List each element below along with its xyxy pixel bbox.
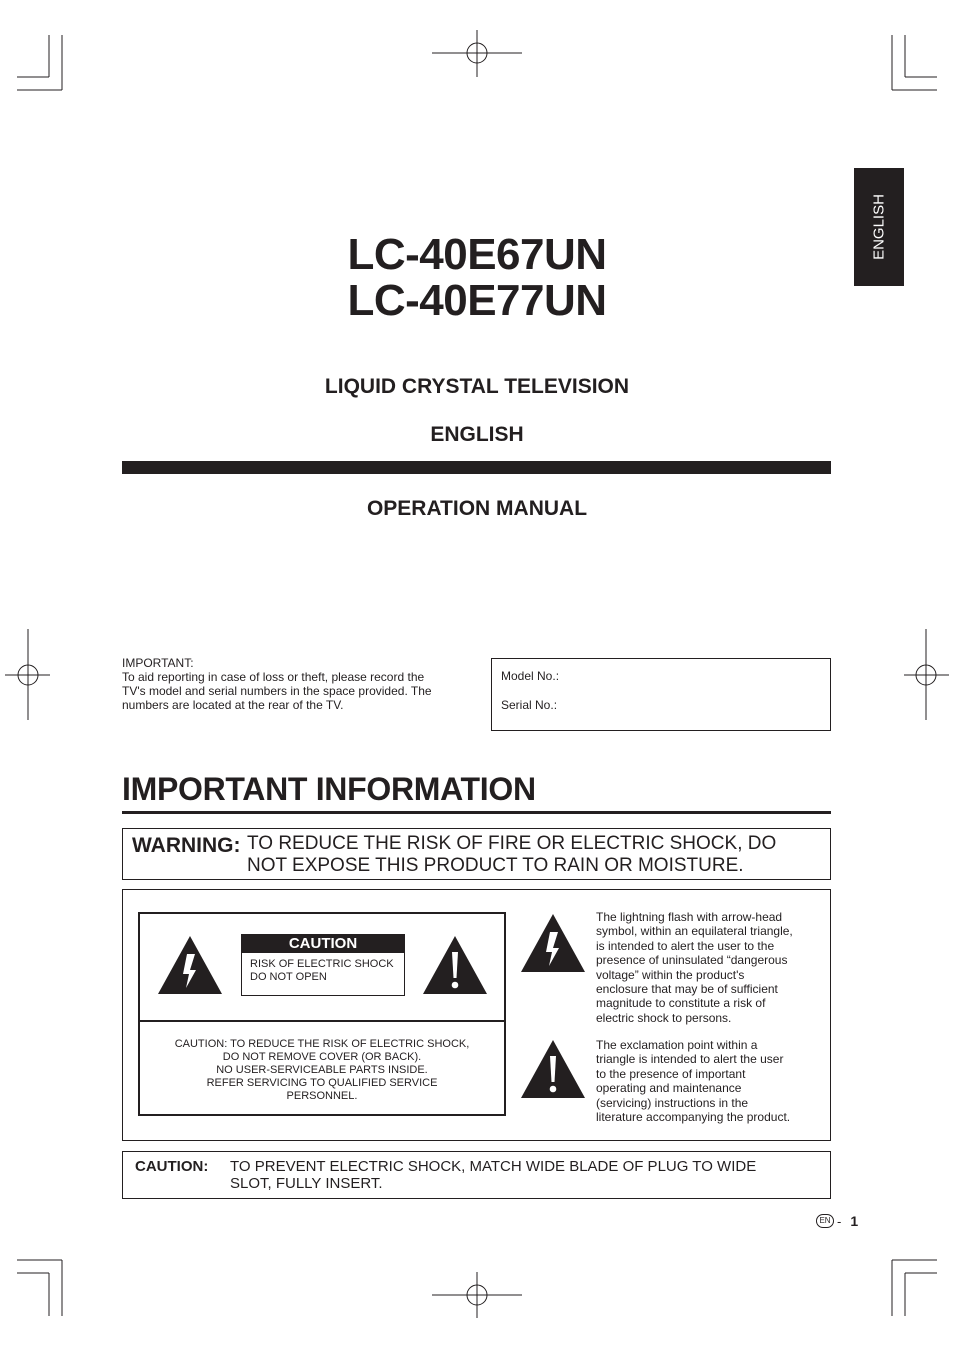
inner-caution-line: PERSONNEL.	[286, 1090, 358, 1102]
caution-label	[241, 934, 405, 996]
description-line: presence of uninsulated “dangerous	[596, 953, 788, 968]
model-number-label: Model No.:	[501, 669, 560, 683]
exclamation-triangle-icon	[421, 934, 489, 996]
lightning-triangle-icon	[518, 912, 588, 974]
crop-mark-icon	[17, 1260, 62, 1316]
registration-mark-icon	[5, 629, 50, 720]
important-note-line: To aid reporting in case of loss or theft, please record the	[122, 670, 425, 684]
plug-caution-box	[122, 1151, 831, 1199]
title-divider	[122, 461, 831, 474]
description-line: symbol, within an equilateral triangle,	[596, 924, 793, 939]
caution-label-panel	[138, 912, 506, 1116]
lightning-triangle-icon	[156, 934, 224, 996]
description-line: is intended to alert the user to the	[596, 938, 775, 953]
inner-caution-text	[140, 1038, 504, 1103]
registration-mark-icon	[432, 30, 522, 77]
description-line: operating and maintenance	[596, 1081, 742, 1096]
important-note-heading: IMPORTANT:	[122, 656, 194, 670]
description-line: electric shock to persons.	[596, 1010, 732, 1025]
description-line: The lightning flash with arrow-head	[596, 910, 783, 924]
caution-label-line: RISK OF ELECTRIC SHOCK	[250, 958, 394, 970]
safety-symbols-box	[122, 889, 831, 1141]
inner-caution-line: CAUTION: TO REDUCE THE RISK OF ELECTRIC SHOCK,	[174, 1038, 470, 1050]
page-number	[816, 1213, 858, 1229]
registration-mark-icon	[904, 629, 949, 720]
model-title-line: LC-40E67UN	[347, 230, 607, 279]
serial-number-label: Serial No.:	[501, 698, 558, 712]
plug-caution-label: CAUTION:	[135, 1158, 209, 1175]
manual-type: OPERATION MANUAL	[366, 497, 588, 520]
plug-caution-text	[230, 1158, 810, 1192]
inner-caution-line: DO NOT REMOVE COVER (OR BACK).	[222, 1051, 422, 1063]
panel-divider	[140, 1020, 504, 1022]
important-note	[122, 656, 462, 712]
model-title-line: LC-40E77UN	[347, 276, 607, 325]
inner-caution-line: REFER SERVICING TO QUALIFIED SERVICE	[206, 1077, 438, 1089]
section-title: IMPORTANT INFORMATION	[122, 771, 536, 807]
description-line: enclosure that may be of sufficient	[596, 982, 778, 997]
description-line: triangle is intended to alert the user	[596, 1052, 784, 1067]
registration-mark-icon	[432, 1272, 522, 1318]
description-line: (servicing) instructions in the	[596, 1095, 749, 1110]
serial-record-box	[491, 658, 831, 731]
warning-line: NOT EXPOSE THIS PRODUCT TO RAIN OR MOISTURE.	[247, 855, 744, 876]
plug-caution-line: TO PREVENT ELECTRIC SHOCK, MATCH WIDE BLADE OF PLUG TO WIDE	[230, 1158, 757, 1175]
crop-mark-icon	[892, 35, 937, 90]
description-line: The exclamation point within a	[596, 1038, 758, 1052]
caution-label-text	[250, 958, 394, 984]
warning-label: WARNING:	[132, 834, 241, 857]
caution-label-heading: CAUTION	[242, 935, 404, 953]
language-badge: EN	[816, 1214, 834, 1228]
warning-box	[122, 828, 831, 880]
model-title	[0, 232, 954, 324]
language-heading: ENGLISH	[430, 423, 524, 446]
product-type: LIQUID CRYSTAL TELEVISION	[324, 375, 630, 398]
description-line: voltage” within the product's	[596, 967, 745, 982]
lightning-description	[596, 910, 816, 1025]
warning-text	[247, 833, 827, 877]
important-note-line: numbers are located at the rear of the TV.	[122, 698, 344, 712]
description-line: to the presence of important	[596, 1066, 746, 1081]
exclamation-description	[596, 1038, 816, 1124]
page-separator: -	[837, 1213, 842, 1229]
exclamation-triangle-icon	[518, 1038, 588, 1100]
important-note-line: TV's model and serial numbers in the space provided. The	[122, 684, 432, 698]
section-divider	[122, 811, 831, 814]
description-line: magnitude to constitute a risk of	[596, 996, 766, 1011]
inner-caution-line: NO USER-SERVICEABLE PARTS INSIDE.	[216, 1064, 428, 1076]
description-line: literature accompanying the product.	[596, 1110, 791, 1125]
language-tab-label: ENGLISH	[870, 194, 888, 260]
crop-mark-icon	[892, 1260, 937, 1316]
crop-mark-icon	[17, 35, 62, 90]
page-number-value: 1	[850, 1213, 859, 1229]
warning-line: TO REDUCE THE RISK OF FIRE OR ELECTRIC SHOCK, DO	[247, 833, 777, 854]
caution-label-line: DO NOT OPEN	[250, 971, 327, 983]
plug-caution-line: SLOT, FULLY INSERT.	[230, 1175, 383, 1192]
